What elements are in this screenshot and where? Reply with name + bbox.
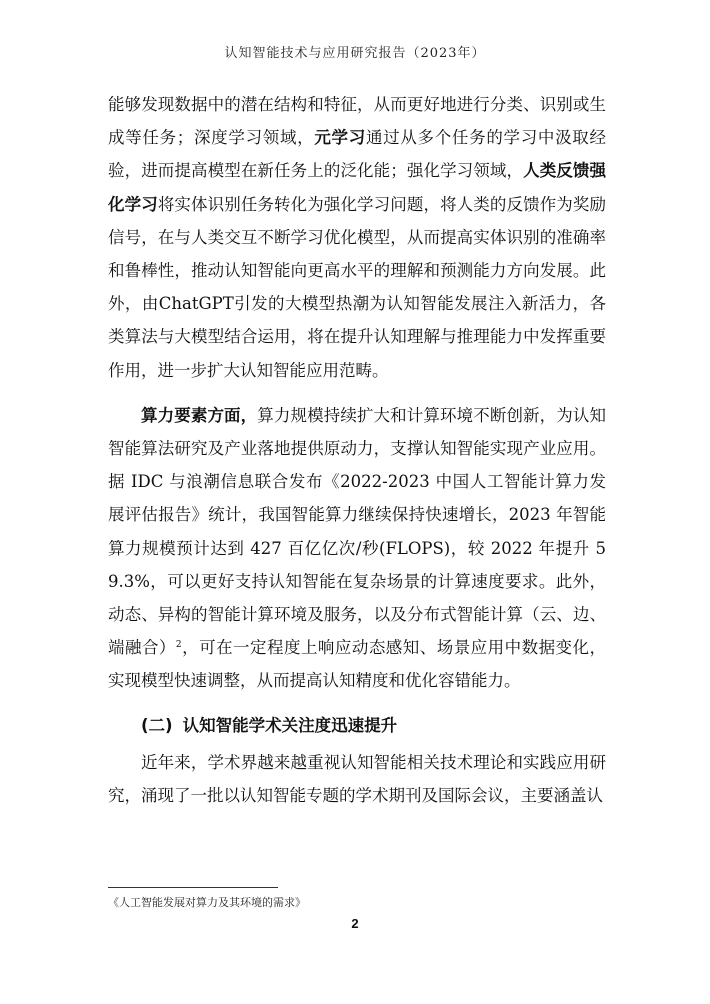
bold-term-meta-learning: 元学习 [314, 128, 366, 148]
section-title: 认知智能学术关注度迅速提升 [182, 715, 398, 735]
footnote-text: 《人工智能发展对算力及其环境的需求》 [108, 896, 306, 909]
running-header: 认知智能技术与应用研究报告（2023年） [224, 46, 486, 61]
footnote-divider [108, 887, 278, 888]
text-run: 通过从多个任务的学习中汲取经验，进而提高模型在新任务上的泛化能；强化学习领域， [108, 128, 607, 181]
paragraph-learning [108, 88, 606, 387]
bold-term-rlhf: 人类反馈强化学习 [108, 161, 607, 214]
footnote-marker[interactable]: 2 [175, 640, 182, 651]
section-number: (二) [141, 715, 173, 735]
paragraph-compute [108, 399, 606, 698]
text-run: 将实体识别任务转化为强化学习问题，将人类的反馈作为奖励信号，在与人类交互不断学习优化模型，从而提高实体识别的准确率和鲁棒性，推动认知智能向更高水平的理解和预测能力方向发展。此外，由ChatGPT引发的大模型热潮为认知智能发展注入新活力，各类算法与大模型结合运用，将在提升认知理解与推理能力中发挥重要作用，进一步扩大认知智能应用范畴。 [108, 194, 607, 380]
document-body [108, 88, 606, 812]
paragraph-academic: 近年来，学术界越来越重视认知智能相关技术理论和实践应用研究，涌现了一批以认知智能专题的学术期刊及国际会议，主要涵盖认 [108, 752, 606, 805]
page-number: 2 [351, 916, 359, 931]
text-run: ，可在一定程度上响应动态感知、场景应用中数据变化，实现模型快速调整，从而提高认知精度和优化容错能力。 [108, 638, 607, 691]
bold-lead-compute: 算力要素方面， [141, 405, 258, 425]
section-heading [108, 710, 606, 742]
text-run: 算力规模持续扩大和计算环境不断创新，为认知智能算法研究及产业落地提供原动力，支撑认知智能实现产业应用。据 IDC 与浪潮信息联合发布《2022-2023 中国人工智能计算力发展评估报告》统计，我国智能算力继续保持快速增长，2023 年智能算力规模预计达到 427 百亿亿次/秒(FLOPS)，较 2022 年提升 59.3%，可以更好支持认知智能在复杂场景的计算速度要求。此外，动态、异构的智能计算环境及服务，以及分布式智能计算（云、边、端融合） [108, 405, 607, 658]
text-run: 能够发现数据中的潜在结构和特征，从而更好地进行分类、识别或生成等任务；深度学习领域， [108, 95, 606, 148]
